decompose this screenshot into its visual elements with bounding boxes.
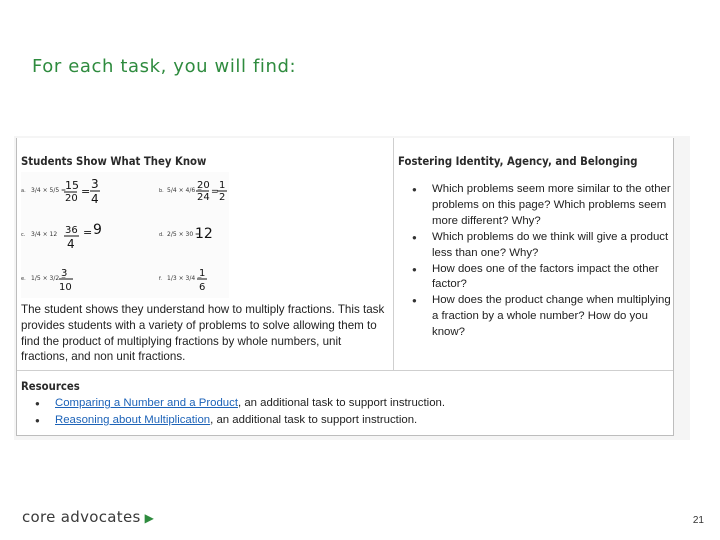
svg-text:3: 3 xyxy=(61,268,68,279)
students-show-heading: Students Show What They Know xyxy=(21,154,207,168)
svg-text:15: 15 xyxy=(65,179,79,192)
page-number: 21 xyxy=(692,515,704,526)
resources-heading: Resources xyxy=(21,379,80,393)
play-arrow-icon: ▶ xyxy=(144,511,155,525)
svg-text:f.: f. xyxy=(159,276,162,282)
svg-text:3/4 × 5/5 =: 3/4 × 5/5 = xyxy=(31,187,67,194)
resource-description: , an additional task to support instruction. xyxy=(237,397,446,409)
svg-text:=: = xyxy=(211,187,219,197)
section-divider xyxy=(17,370,673,371)
question-item: ● How does the product change when multiplying a fraction by a whole number? How do you know? xyxy=(408,293,676,341)
svg-text:1: 1 xyxy=(199,268,206,279)
question-item: ● Which problems seem more similar to the other problems on this page? Which problems seem more different? Why? xyxy=(408,182,676,230)
svg-text:e.: e. xyxy=(21,276,26,282)
svg-text:5/4 × 4/6 =: 5/4 × 4/6 = xyxy=(167,187,203,194)
resource-item xyxy=(35,412,445,429)
question-list xyxy=(408,182,676,341)
task-panel xyxy=(16,138,674,436)
svg-text:20: 20 xyxy=(65,193,78,204)
fostering-identity-column xyxy=(393,138,674,370)
svg-text:1/3 × 3/4 =: 1/3 × 3/4 = xyxy=(167,275,203,282)
svg-text:b.: b. xyxy=(159,188,164,194)
svg-text:=: = xyxy=(81,185,91,198)
student-work-image xyxy=(21,172,229,298)
students-show-column xyxy=(17,138,393,370)
fostering-identity-heading: Fostering Identity, Agency, and Belonging xyxy=(398,154,638,168)
svg-text:2/5 × 30 =: 2/5 × 30 = xyxy=(167,231,201,238)
resource-item xyxy=(35,395,445,412)
svg-text:1: 1 xyxy=(219,180,226,191)
svg-text:3: 3 xyxy=(91,177,99,191)
svg-text:20: 20 xyxy=(197,180,210,191)
question-item: ● How does one of the factors impact the other factor? xyxy=(408,262,676,294)
svg-text:6: 6 xyxy=(199,282,206,293)
svg-text:d.: d. xyxy=(159,232,164,238)
core-advocates-logo xyxy=(22,508,154,526)
svg-text:c.: c. xyxy=(21,232,26,238)
slide-title: For each task, you will find: xyxy=(32,56,297,77)
svg-text:3/4 × 12: 3/4 × 12 xyxy=(31,231,58,238)
svg-text:12: 12 xyxy=(195,226,213,242)
task-screenshot xyxy=(14,136,690,440)
resources-list xyxy=(35,395,445,429)
svg-text:4: 4 xyxy=(67,237,75,251)
svg-text:36: 36 xyxy=(65,225,78,236)
svg-text:=: = xyxy=(83,226,93,239)
student-description: The student shows they understand how to multiply fractions. This task provides students with a variety of problems to solve allowing them to find the product of multiplying fractions by whole numbers, unit fractions, and non unit fractions. xyxy=(21,303,385,364)
logo-text: core advocates xyxy=(22,508,141,526)
resource-link-reasoning[interactable]: Reasoning about Multiplication xyxy=(55,414,211,426)
svg-text:9: 9 xyxy=(93,222,102,238)
svg-text:4: 4 xyxy=(91,192,99,206)
resource-link-comparing[interactable]: Comparing a Number and a Product xyxy=(55,397,238,409)
svg-text:10: 10 xyxy=(59,282,72,293)
svg-text:24: 24 xyxy=(197,192,210,203)
svg-text:2: 2 xyxy=(219,192,226,203)
question-item: ● Which problems do we think will give a product less than one? Why? xyxy=(408,230,676,262)
resource-description: , an additional task to support instruction. xyxy=(210,414,418,426)
svg-text:a.: a. xyxy=(21,188,26,194)
svg-text:1/5 × 3/2 =: 1/5 × 3/2 = xyxy=(31,275,67,282)
